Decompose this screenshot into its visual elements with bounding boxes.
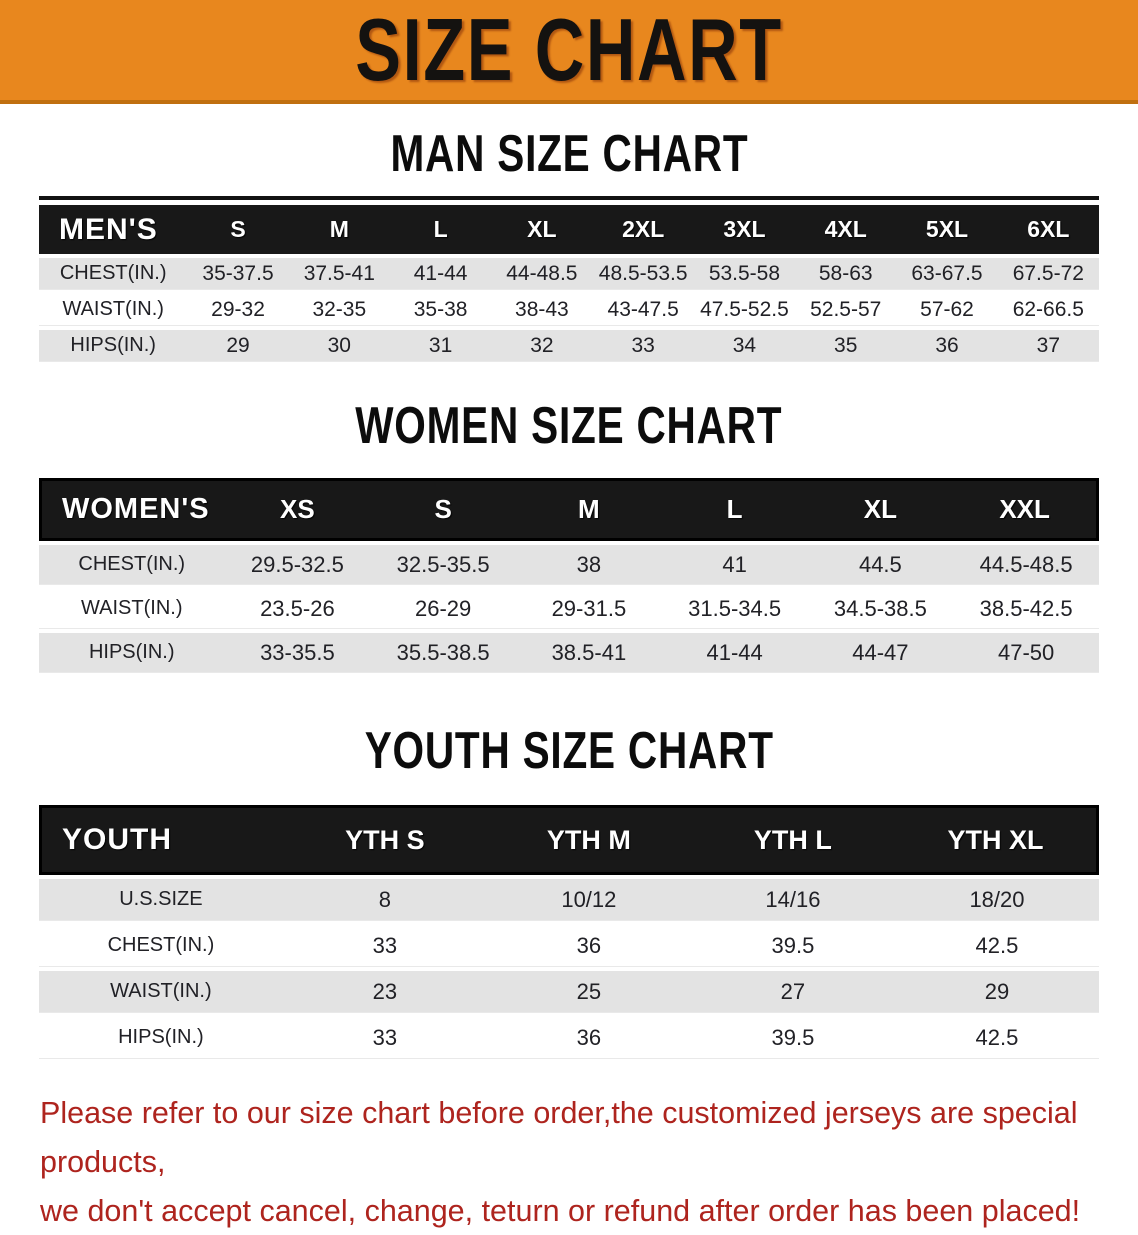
value-cell: 35-37.5	[187, 254, 288, 290]
value-cell: 38-43	[491, 290, 592, 326]
corner-cell: WOMEN'S	[39, 478, 225, 541]
value-cell: 33	[593, 326, 694, 362]
corner-cell: MEN'S	[39, 205, 187, 254]
value-cell: 34.5-38.5	[808, 585, 954, 629]
value-cell: 47.5-52.5	[694, 290, 795, 326]
size-col-header: YTH XL	[895, 805, 1099, 875]
table-row	[39, 875, 1099, 921]
youth-size-table	[39, 805, 1099, 1059]
row-label-cell: HIPS(IN.)	[39, 629, 225, 673]
size-col-header: M	[516, 478, 662, 541]
size-col-header: S	[370, 478, 516, 541]
value-cell: 29	[895, 967, 1099, 1013]
size-chart-banner	[0, 0, 1138, 104]
value-cell: 37	[998, 326, 1099, 362]
value-cell: 62-66.5	[998, 290, 1099, 326]
size-col-header: XL	[491, 205, 592, 254]
value-cell: 48.5-53.5	[593, 254, 694, 290]
mens-table-wrap	[39, 196, 1099, 362]
value-cell: 53.5-58	[694, 254, 795, 290]
value-cell: 33-35.5	[225, 629, 371, 673]
value-cell: 41-44	[390, 254, 491, 290]
row-label-cell: WAIST(IN.)	[39, 585, 225, 629]
size-section-youth	[0, 673, 1138, 1059]
size-col-header: XXL	[953, 478, 1099, 541]
corner-cell: YOUTH	[39, 805, 283, 875]
table-top-border	[39, 196, 1099, 200]
row-label-cell: WAIST(IN.)	[39, 290, 187, 326]
value-cell: 29	[187, 326, 288, 362]
size-section-womens	[0, 362, 1138, 673]
size-col-header: M	[289, 205, 390, 254]
value-cell: 36	[487, 921, 691, 967]
size-col-header: YTH L	[691, 805, 895, 875]
size-col-header: 6XL	[998, 205, 1099, 254]
value-cell: 42.5	[895, 921, 1099, 967]
value-cell: 41-44	[662, 629, 808, 673]
value-cell: 47-50	[953, 629, 1099, 673]
value-cell: 32-35	[289, 290, 390, 326]
womens-size-table	[39, 478, 1099, 673]
value-cell: 52.5-57	[795, 290, 896, 326]
value-cell: 23	[283, 967, 487, 1013]
value-cell: 42.5	[895, 1013, 1099, 1059]
row-label-cell: HIPS(IN.)	[39, 326, 187, 362]
row-label-cell: CHEST(IN.)	[39, 921, 283, 967]
row-label-cell: HIPS(IN.)	[39, 1013, 283, 1059]
row-label-cell: CHEST(IN.)	[39, 541, 225, 585]
disclaimer-text	[40, 1089, 1100, 1235]
value-cell: 33	[283, 1013, 487, 1059]
size-col-header: XS	[225, 478, 371, 541]
row-label-cell: WAIST(IN.)	[39, 967, 283, 1013]
disclaimer-line: we don't accept cancel, change, teturn or refund after order has been placed!	[40, 1193, 1081, 1228]
youth-table-wrap	[39, 805, 1099, 1059]
womens-table-wrap	[39, 478, 1099, 673]
section-heading-text: YOUTH SIZE CHART	[364, 722, 774, 780]
value-cell: 25	[487, 967, 691, 1013]
row-label-cell: U.S.SIZE	[39, 875, 283, 921]
value-cell: 44-47	[808, 629, 954, 673]
value-cell: 29-32	[187, 290, 288, 326]
value-cell: 36	[487, 1013, 691, 1059]
table-row	[39, 541, 1099, 585]
disclaimer-line: Please refer to our size chart before order,the customized jerseys are special products,	[40, 1096, 1078, 1179]
value-cell: 8	[283, 875, 487, 921]
section-heading-text: WOMEN SIZE CHART	[355, 397, 783, 455]
value-cell: 67.5-72	[998, 254, 1099, 290]
table-header-row	[39, 805, 1099, 875]
value-cell: 18/20	[895, 875, 1099, 921]
value-cell: 31.5-34.5	[662, 585, 808, 629]
value-cell: 27	[691, 967, 895, 1013]
banner-title: SIZE CHART	[355, 0, 783, 99]
value-cell: 39.5	[691, 921, 895, 967]
value-cell: 35	[795, 326, 896, 362]
value-cell: 35.5-38.5	[370, 629, 516, 673]
value-cell: 57-62	[896, 290, 997, 326]
value-cell: 63-67.5	[896, 254, 997, 290]
size-col-header: 2XL	[593, 205, 694, 254]
sections	[0, 104, 1138, 1059]
table-header-row	[39, 478, 1099, 541]
table-row	[39, 254, 1099, 290]
value-cell: 14/16	[691, 875, 895, 921]
value-cell: 44-48.5	[491, 254, 592, 290]
value-cell: 26-29	[370, 585, 516, 629]
table-header-row	[39, 205, 1099, 254]
size-col-header: L	[662, 478, 808, 541]
value-cell: 30	[289, 326, 390, 362]
value-cell: 58-63	[795, 254, 896, 290]
section-heading	[0, 362, 1138, 478]
table-row	[39, 326, 1099, 362]
table-row	[39, 290, 1099, 326]
value-cell: 23.5-26	[225, 585, 371, 629]
section-heading	[0, 673, 1138, 805]
value-cell: 41	[662, 541, 808, 585]
table-row	[39, 921, 1099, 967]
value-cell: 38	[516, 541, 662, 585]
size-col-header: 5XL	[896, 205, 997, 254]
value-cell: 37.5-41	[289, 254, 390, 290]
row-label-cell: CHEST(IN.)	[39, 254, 187, 290]
size-col-header: 3XL	[694, 205, 795, 254]
table-row	[39, 967, 1099, 1013]
value-cell: 35-38	[390, 290, 491, 326]
value-cell: 32.5-35.5	[370, 541, 516, 585]
size-col-header: XL	[808, 478, 954, 541]
value-cell: 44.5-48.5	[953, 541, 1099, 585]
value-cell: 36	[896, 326, 997, 362]
value-cell: 29.5-32.5	[225, 541, 371, 585]
size-col-header: YTH S	[283, 805, 487, 875]
value-cell: 10/12	[487, 875, 691, 921]
size-col-header: YTH M	[487, 805, 691, 875]
value-cell: 38.5-41	[516, 629, 662, 673]
section-heading	[0, 104, 1138, 196]
size-col-header: L	[390, 205, 491, 254]
value-cell: 34	[694, 326, 795, 362]
value-cell: 43-47.5	[593, 290, 694, 326]
size-section-mens	[0, 104, 1138, 362]
size-col-header: S	[187, 205, 288, 254]
value-cell: 39.5	[691, 1013, 895, 1059]
value-cell: 31	[390, 326, 491, 362]
table-row	[39, 1013, 1099, 1059]
mens-size-table	[39, 205, 1099, 362]
table-row	[39, 629, 1099, 673]
value-cell: 44.5	[808, 541, 954, 585]
value-cell: 33	[283, 921, 487, 967]
value-cell: 29-31.5	[516, 585, 662, 629]
table-row	[39, 585, 1099, 629]
value-cell: 38.5-42.5	[953, 585, 1099, 629]
size-col-header: 4XL	[795, 205, 896, 254]
section-heading-text: MAN SIZE CHART	[390, 125, 748, 183]
value-cell: 32	[491, 326, 592, 362]
